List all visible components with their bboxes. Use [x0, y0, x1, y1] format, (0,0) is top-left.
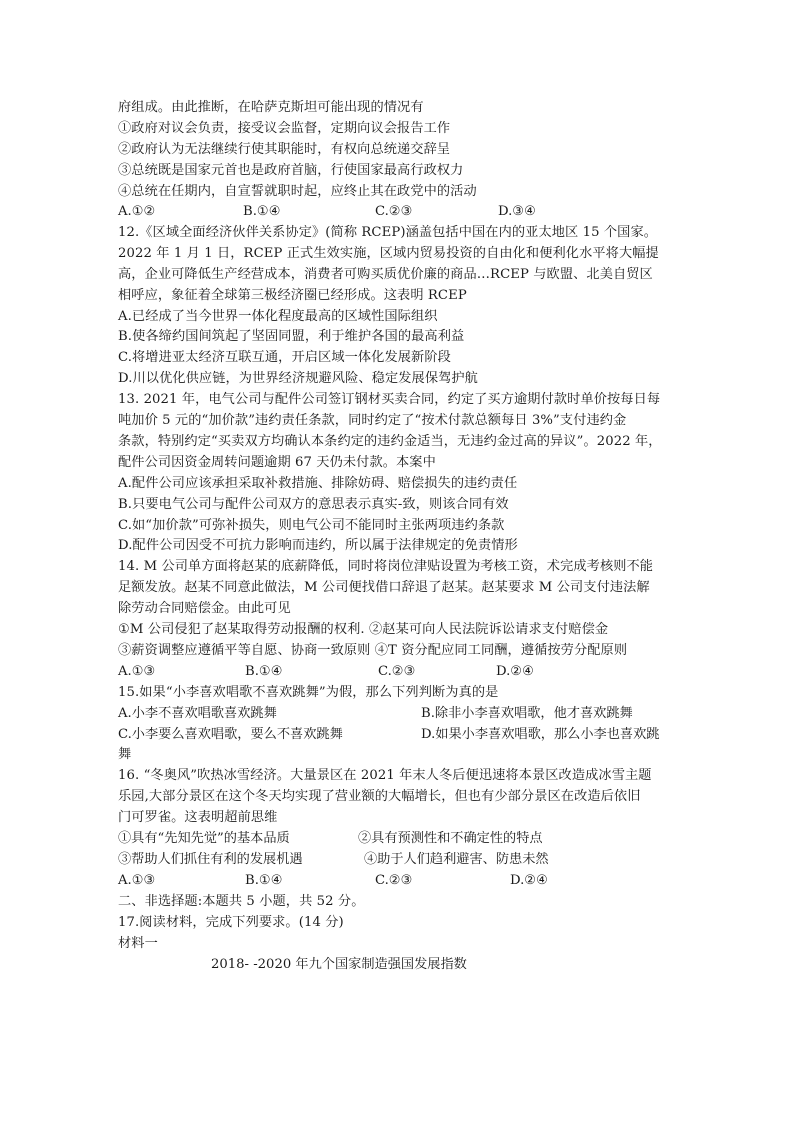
q12-option-a: A.已经成了当今世界一体化程度最高的区域性国际组织	[118, 309, 438, 324]
q14-option-a: A.①③	[118, 664, 156, 679]
q15-stem: 15.如果“小李喜欢唱歌不喜欢跳舞”为假，那么下列判断为真的是	[118, 685, 499, 700]
section-heading: 二、非选择题:本题共 5 小题，共 52 分。	[118, 894, 365, 909]
q11-stem-line: 府组成。由此推断，在哈萨克斯坦可能出现的情况有	[118, 100, 424, 115]
q15-option-c: C.小李要么喜欢唱歌，要么不喜欢跳舞	[118, 727, 343, 742]
q16-choice-2: ②具有预测性和不确定性的特点	[358, 831, 543, 846]
q11-option-c: C.②③	[375, 204, 413, 219]
q13-stem-line-2: 吨加价 5 元的“加价款”违约责任条款，同时约定了“按术付款总额每日 3%”支付违约金	[118, 413, 627, 428]
q14-choices-1-2: ①M 公司侵犯了赵某取得劳动报酬的权利. ②赵某可向人民法院诉讼请求支付赔偿金	[118, 622, 609, 637]
q13-stem-line-3: 条款，特别约定“买卖双方均确认本条约定的违约金适当，无违约金过高的异议”。2022 年，	[118, 434, 662, 449]
q12-option-d: D.川以优化供应链，为世界经济规避风险、稳定发展保驾护航	[118, 371, 478, 386]
q15-option-b: B.除非小李喜欢唱歌，他才喜欢跳舞	[421, 706, 633, 721]
q11-choice-3: ③总统既是国家元首也是政府首脑，行使国家最高行政权力	[118, 163, 464, 178]
q12-stem-line-2: 2022 年 1 月 1 日，RCEP 正式生效实施，区域内贸易投资的自由化和便利化水平将大幅提	[118, 246, 659, 261]
q14-option-c: C.②③	[378, 664, 416, 679]
q16-stem-line-3: 门可罗雀。这表明超前思维	[118, 810, 278, 825]
material-label: 材料一	[118, 936, 158, 951]
q16-choice-3: ③帮助人们抓住有利的发展机遇	[118, 852, 303, 867]
q14-option-d: D.②④	[496, 664, 534, 679]
q16-choice-4: ④助于人们趋利避害、防患未然	[364, 852, 549, 867]
q11-option-b: B.①④	[243, 204, 281, 219]
q12-option-c: C.将增进亚太经济互联互通，开启区域一体化发展新阶段	[118, 350, 451, 365]
q16-stem-line-1: 16. “冬奥风”吹热冰雪经济。大量景区在 2021 年末人冬后便迅速将本景区改造成冰雪主题	[118, 768, 652, 783]
q15-option-a: A.小李不喜欢唱歌喜欢跳舞	[118, 706, 277, 721]
q11-option-d: D.③④	[498, 204, 536, 219]
q16-option-b: B.①④	[245, 873, 283, 888]
q17-stem: 17.阅读材料，完成下列要求。(14 分)	[118, 915, 344, 930]
q14-stem-line-3: 除劳动合同赔偿金。由此可见	[118, 601, 291, 616]
q16-option-a: A.①③	[118, 873, 156, 888]
q14-choices-3-4: ③薪资调整应遵循平等自愿、协商一致原则 ④T 资分配应同工同酬，遵循按劳分配原则	[118, 643, 628, 658]
q16-option-d: D.②④	[510, 873, 548, 888]
q13-stem-line-1: 13. 2021 年，电气公司与配件公司签订钢材买卖合同，约定了买方逾期付款时单价按每日每	[118, 392, 661, 407]
table-title: 2018- -2020 年九个国家制造强国发展指数	[211, 957, 467, 972]
q11-choice-2: ②政府认为无法继续行使其职能时，有权向总统递交辞呈	[118, 142, 451, 157]
q14-stem-line-1: 14. M 公司单方面将赵某的底薪降低，同时将岗位津贴设置为考核工资，术完成考核则不能	[118, 559, 654, 574]
q12-stem-line-3: 高，企业可降低生产经营成本，消费者可购买质优价廉的商品…RCEP 与欧盟、北美自贸区	[118, 267, 653, 282]
q15-option-d: D.如果小李喜欢唱歌，那么小李也喜欢跳	[421, 727, 660, 742]
q15-option-d-wrap: 舞	[118, 747, 132, 762]
q13-stem-line-4: 配件公司因资金周转问题逾期 67 天仍未付款。本案中	[118, 455, 436, 470]
q14-option-b: B.①④	[245, 664, 283, 679]
q12-stem-line-1: 12.《区域全面经济伙伴关系协定》(简称 RCEP)涵盖包括中国在内的亚太地区 15 个国家。	[118, 225, 658, 240]
q13-option-d: D.配件公司因受不可抗力影响而违约，所以属于法律规定的免责情形	[118, 538, 518, 553]
q12-option-b: B.使各缔约国间筑起了坚固同盟，利于维护各国的最高利益	[118, 329, 465, 344]
q16-option-c: C.②③	[375, 873, 413, 888]
q14-stem-line-2: 足额发放。赵某不同意此做法，M 公司便找借口辞退了赵某。赵某要求 M 公司支付违法解	[118, 580, 650, 595]
q13-option-c: C.如“加价款”可弥补损失，则电气公司不能同时主张两项违约条款	[118, 518, 505, 533]
q13-option-a: A.配件公司应该承担采取补救措施、排除妨碍、赔偿损失的违约责任	[118, 476, 518, 491]
q11-choice-1: ①政府对议会负责，接受议会监督，定期向议会报告工作	[118, 121, 451, 136]
q16-choice-1: ①具有“先知先觉”的基本品质	[118, 831, 290, 846]
q11-choice-4: ④总统在任期内，自宣誓就职时起，应终止其在政党中的活动	[118, 184, 477, 199]
q16-stem-line-2: 乐园,大部分景区在这个冬天均实现了营业额的大幅增长，但也有少部分景区在改造后依旧	[118, 789, 641, 804]
q13-option-b: B.只要电气公司与配件公司双方的意思表示真实-致，则该合同有效	[118, 497, 509, 512]
q12-stem-line-4: 相呼应，象征着全球第三极经济圈已经形成。这表明 RCEP	[118, 288, 467, 303]
q11-option-a: A.①②	[118, 204, 156, 219]
